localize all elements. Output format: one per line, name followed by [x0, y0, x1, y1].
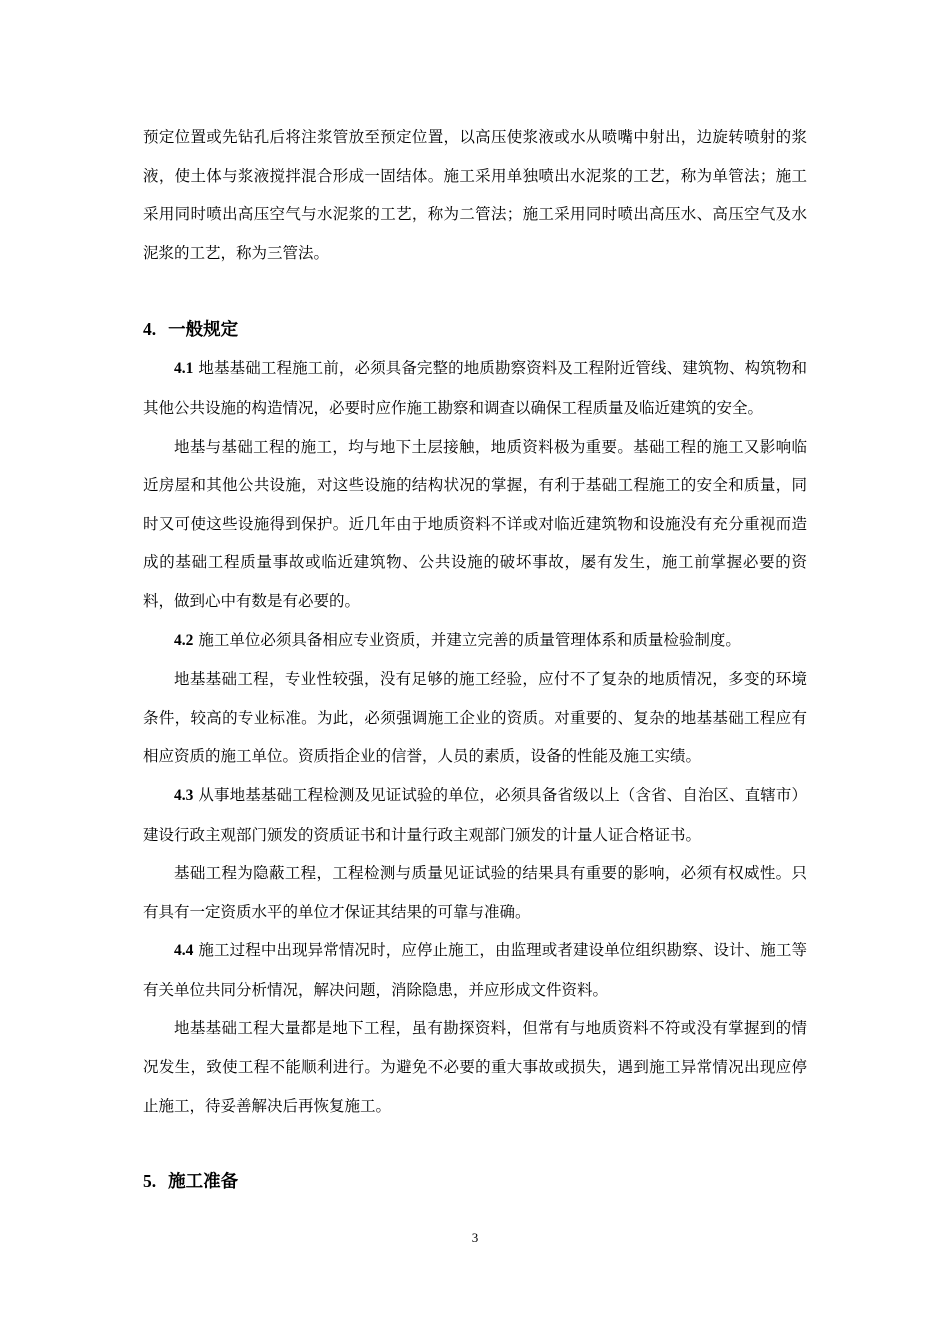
section-4-heading [143, 310, 807, 349]
section-5-title: 施工准备 [168, 1172, 239, 1193]
clause-4-1-number: 4.1 [174, 360, 194, 378]
clause-4-1 [143, 349, 807, 427]
explanation-4-1: 地基与基础工程的施工，均与地下土层接触，地质资料极为重要。基础工程的施工又影响临近房屋和其他公共设施，对这些设施的结构状况的掌握，有利于基础工程施工的安全和质量，同时又可使这些设施得到保护。近几年由于地质资料不详或对临近建筑物和设施没有充分重视而造成的基础工程质量事故或临近建筑物、公共设施的破坏事故，屡有发生，施工前掌握必要的资料，做到心中有数是有必要的。 [143, 437, 807, 610]
clause-4-3-number: 4.3 [174, 786, 194, 804]
clause-4-3-text: 从事地基基础工程检测及见证试验的单位，必须具备省级以上（含省、自治区、直辖市）建设行政主观部门颁发的资质证书和计量行政主观部门颁发的计量人证合格证书。 [143, 785, 807, 844]
explanation-4-4: 地基基础工程大量都是地下工程，虽有勘探资料，但常有与地质资料不符或没有掌握到的情况发生，致使工程不能顺利进行。为避免不必要的重大事故或损失，遇到施工异常情况出现应停止施工，待妥善解决后再恢复施工。 [143, 1019, 807, 1115]
section-5-heading [143, 1162, 807, 1201]
section-4-number: 4. [143, 319, 157, 340]
page-content [143, 118, 807, 1201]
explanation-4-2: 地基基础工程，专业性较强，没有足够的施工经验，应付不了复杂的地质情况，多变的环境条件，较高的专业标准。为此，必须强调施工企业的资质。对重要的、复杂的地基基础工程应有相应资质的施工单位。资质指企业的信誉，人员的素质，设备的性能及施工实绩。 [143, 670, 807, 766]
clause-4-2-number: 4.2 [174, 631, 194, 649]
explanation-4-3: 基础工程为隐蔽工程，工程检测与质量见证试验的结果具有重要的影响，必须有权威性。只有具有一定资质水平的单位才保证其结果的可靠与准确。 [143, 864, 807, 921]
clause-4-2 [143, 621, 807, 661]
clause-4-2-text: 施工单位必须具备相应专业资质，并建立完善的质量管理体系和质量检验制度。 [198, 630, 741, 649]
page-number: 3 [471, 1230, 479, 1245]
section-4-title: 一般规定 [168, 320, 239, 341]
clause-4-3 [143, 776, 807, 854]
clause-4-1-text: 地基基础工程施工前，必须具备完整的地质勘察资料及工程附近管线、建筑物、构筑物和其他公共设施的构造情况，必要时应作施工勘察和调查以确保工程质量及临近建筑的安全。 [143, 359, 807, 417]
clause-4-4-text: 施工过程中出现异常情况时，应停止施工，由监理或者建设单位组织勘察、设计、施工等有关单位共同分析情况，解决问题，消除隐患，并应形成文件资料。 [143, 941, 807, 999]
clause-4-4-number: 4.4 [174, 942, 194, 960]
clause-4-4 [143, 931, 807, 1009]
intro-paragraph: 预定位置或先钻孔后将注浆管放至预定位置，以高压使浆液或水从喷嘴中射出，边旋转喷射的浆液，使土体与浆液搅拌混合形成一固结体。施工采用单独喷出水泥浆的工艺，称为单管法；施工采用同时喷出高压空气与水泥浆的工艺，称为二管法；施工采用同时喷出高压水、高压空气及水泥浆的工艺，称为三管法。 [143, 128, 807, 262]
section-5-number: 5. [143, 1171, 157, 1192]
